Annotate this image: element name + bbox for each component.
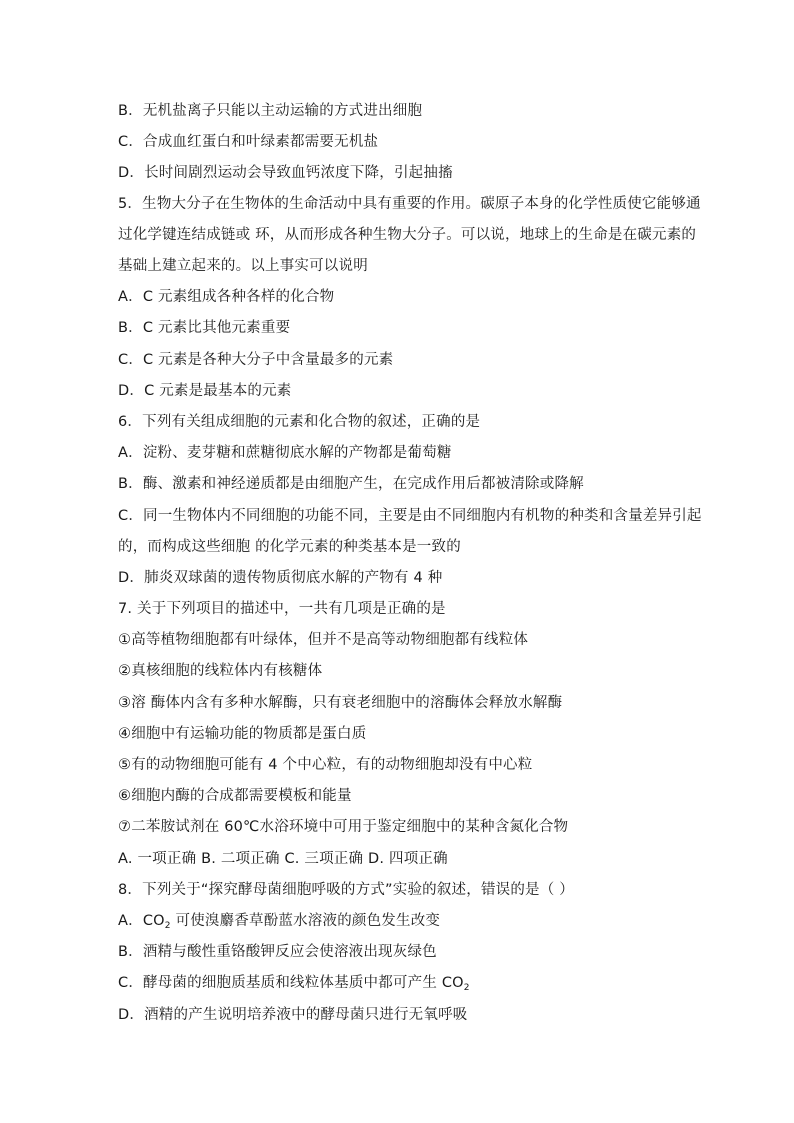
item-7-5: ⑤有的动物细胞可能有 4 个中心粒，有的动物细胞却没有中心粒 (118, 757, 533, 773)
item-7-7: ⑦二苯胺试剂在 60℃水浴环境中可用于鉴定细胞中的某种含氮化合物 (118, 819, 569, 835)
option-5d: D．C 元素是最基本的元素 (118, 383, 292, 399)
option-8a-text-1: A．CO (118, 913, 165, 929)
option-5c: C．C 元素是各种大分子中含量最多的元素 (118, 352, 394, 368)
option-6c-line-1: C．同一生物体内不同细胞的功能不同，主要是由不同细胞内有机物的种类和含量差异引起 (118, 508, 702, 524)
options-7: A. 一项正确 B. 二项正确 C. 三项正确 D. 四项正确 (118, 851, 448, 867)
option-5a: A．C 元素组成各种各样的化合物 (118, 289, 335, 305)
option-4c: C．合成血红蛋白和叶绿素都需要无机盐 (118, 134, 379, 150)
option-6a: A．淀粉、麦芽糖和蔗糖彻底水解的产物都是葡萄糖 (118, 445, 452, 461)
question-7: 7. 关于下列项目的描述中，一共有几项是正确的是 (118, 601, 446, 617)
option-4b: B．无机盐离子只能以主动运输的方式进出细胞 (118, 103, 423, 119)
option-8d: D．酒精的产生说明培养液中的酵母菌只进行无氧呼吸 (118, 1007, 468, 1023)
question-6: 6．下列有关组成细胞的元素和化合物的叙述，正确的是 (118, 414, 481, 430)
question-5-line-2: 过化学键连结成链或 环，从而形成各种生物大分子。可以说，地球上的生命是在碳元素的 (118, 227, 697, 243)
item-7-6: ⑥细胞内酶的合成都需要模板和能量 (118, 788, 352, 804)
item-7-3: ③溶 酶体内含有多种水解酶，只有衰老细胞中的溶酶体会释放水解酶 (118, 695, 563, 711)
question-8: 8．下列关于“探究酵母菌细胞呼吸的方式”实验的叙述，错误的是（ ） (118, 882, 574, 898)
option-8a (118, 911, 718, 931)
subscript-2: 2 (164, 921, 171, 931)
option-6c-line-2: 的，而构成这些细胞 的化学元素的种类基本是一致的 (118, 539, 461, 555)
option-8a-text-2: 可使溴麝香草酚蓝水溶液的颜色发生改变 (170, 913, 441, 929)
subscript-2: 2 (463, 983, 470, 993)
option-8c (118, 973, 718, 993)
item-7-2: ②真核细胞的线粒体内有核糖体 (118, 663, 323, 679)
option-6b: B．酶、激素和神经递质都是由细胞产生，在完成作用后都被清除或降解 (118, 476, 584, 492)
question-5-line-1: 5．生物大分子在生物体的生命活动中具有重要的作用。碳原子本身的化学性质使它能够通 (118, 196, 701, 212)
option-8b: B．酒精与酸性重铬酸钾反应会使溶液出现灰绿色 (118, 944, 437, 960)
option-8c-text-1: C．酵母菌的细胞质基质和线粒体基质中都可产生 CO (118, 975, 464, 991)
item-7-1: ①高等植物细胞都有叶绿体，但并不是高等动物细胞都有线粒体 (118, 632, 529, 648)
item-7-4: ④细胞中有运输功能的物质都是蛋白质 (118, 726, 367, 742)
question-5-line-3: 基础上建立起来的。以上事实可以说明 (118, 258, 368, 274)
option-4d: D．长时间剧烈运动会导致血钙浓度下降，引起抽搐 (118, 165, 453, 181)
option-5b: B．C 元素比其他元素重要 (118, 320, 291, 336)
option-6d: D．肺炎双球菌的遗传物质彻底水解的产物有 4 种 (118, 570, 443, 586)
